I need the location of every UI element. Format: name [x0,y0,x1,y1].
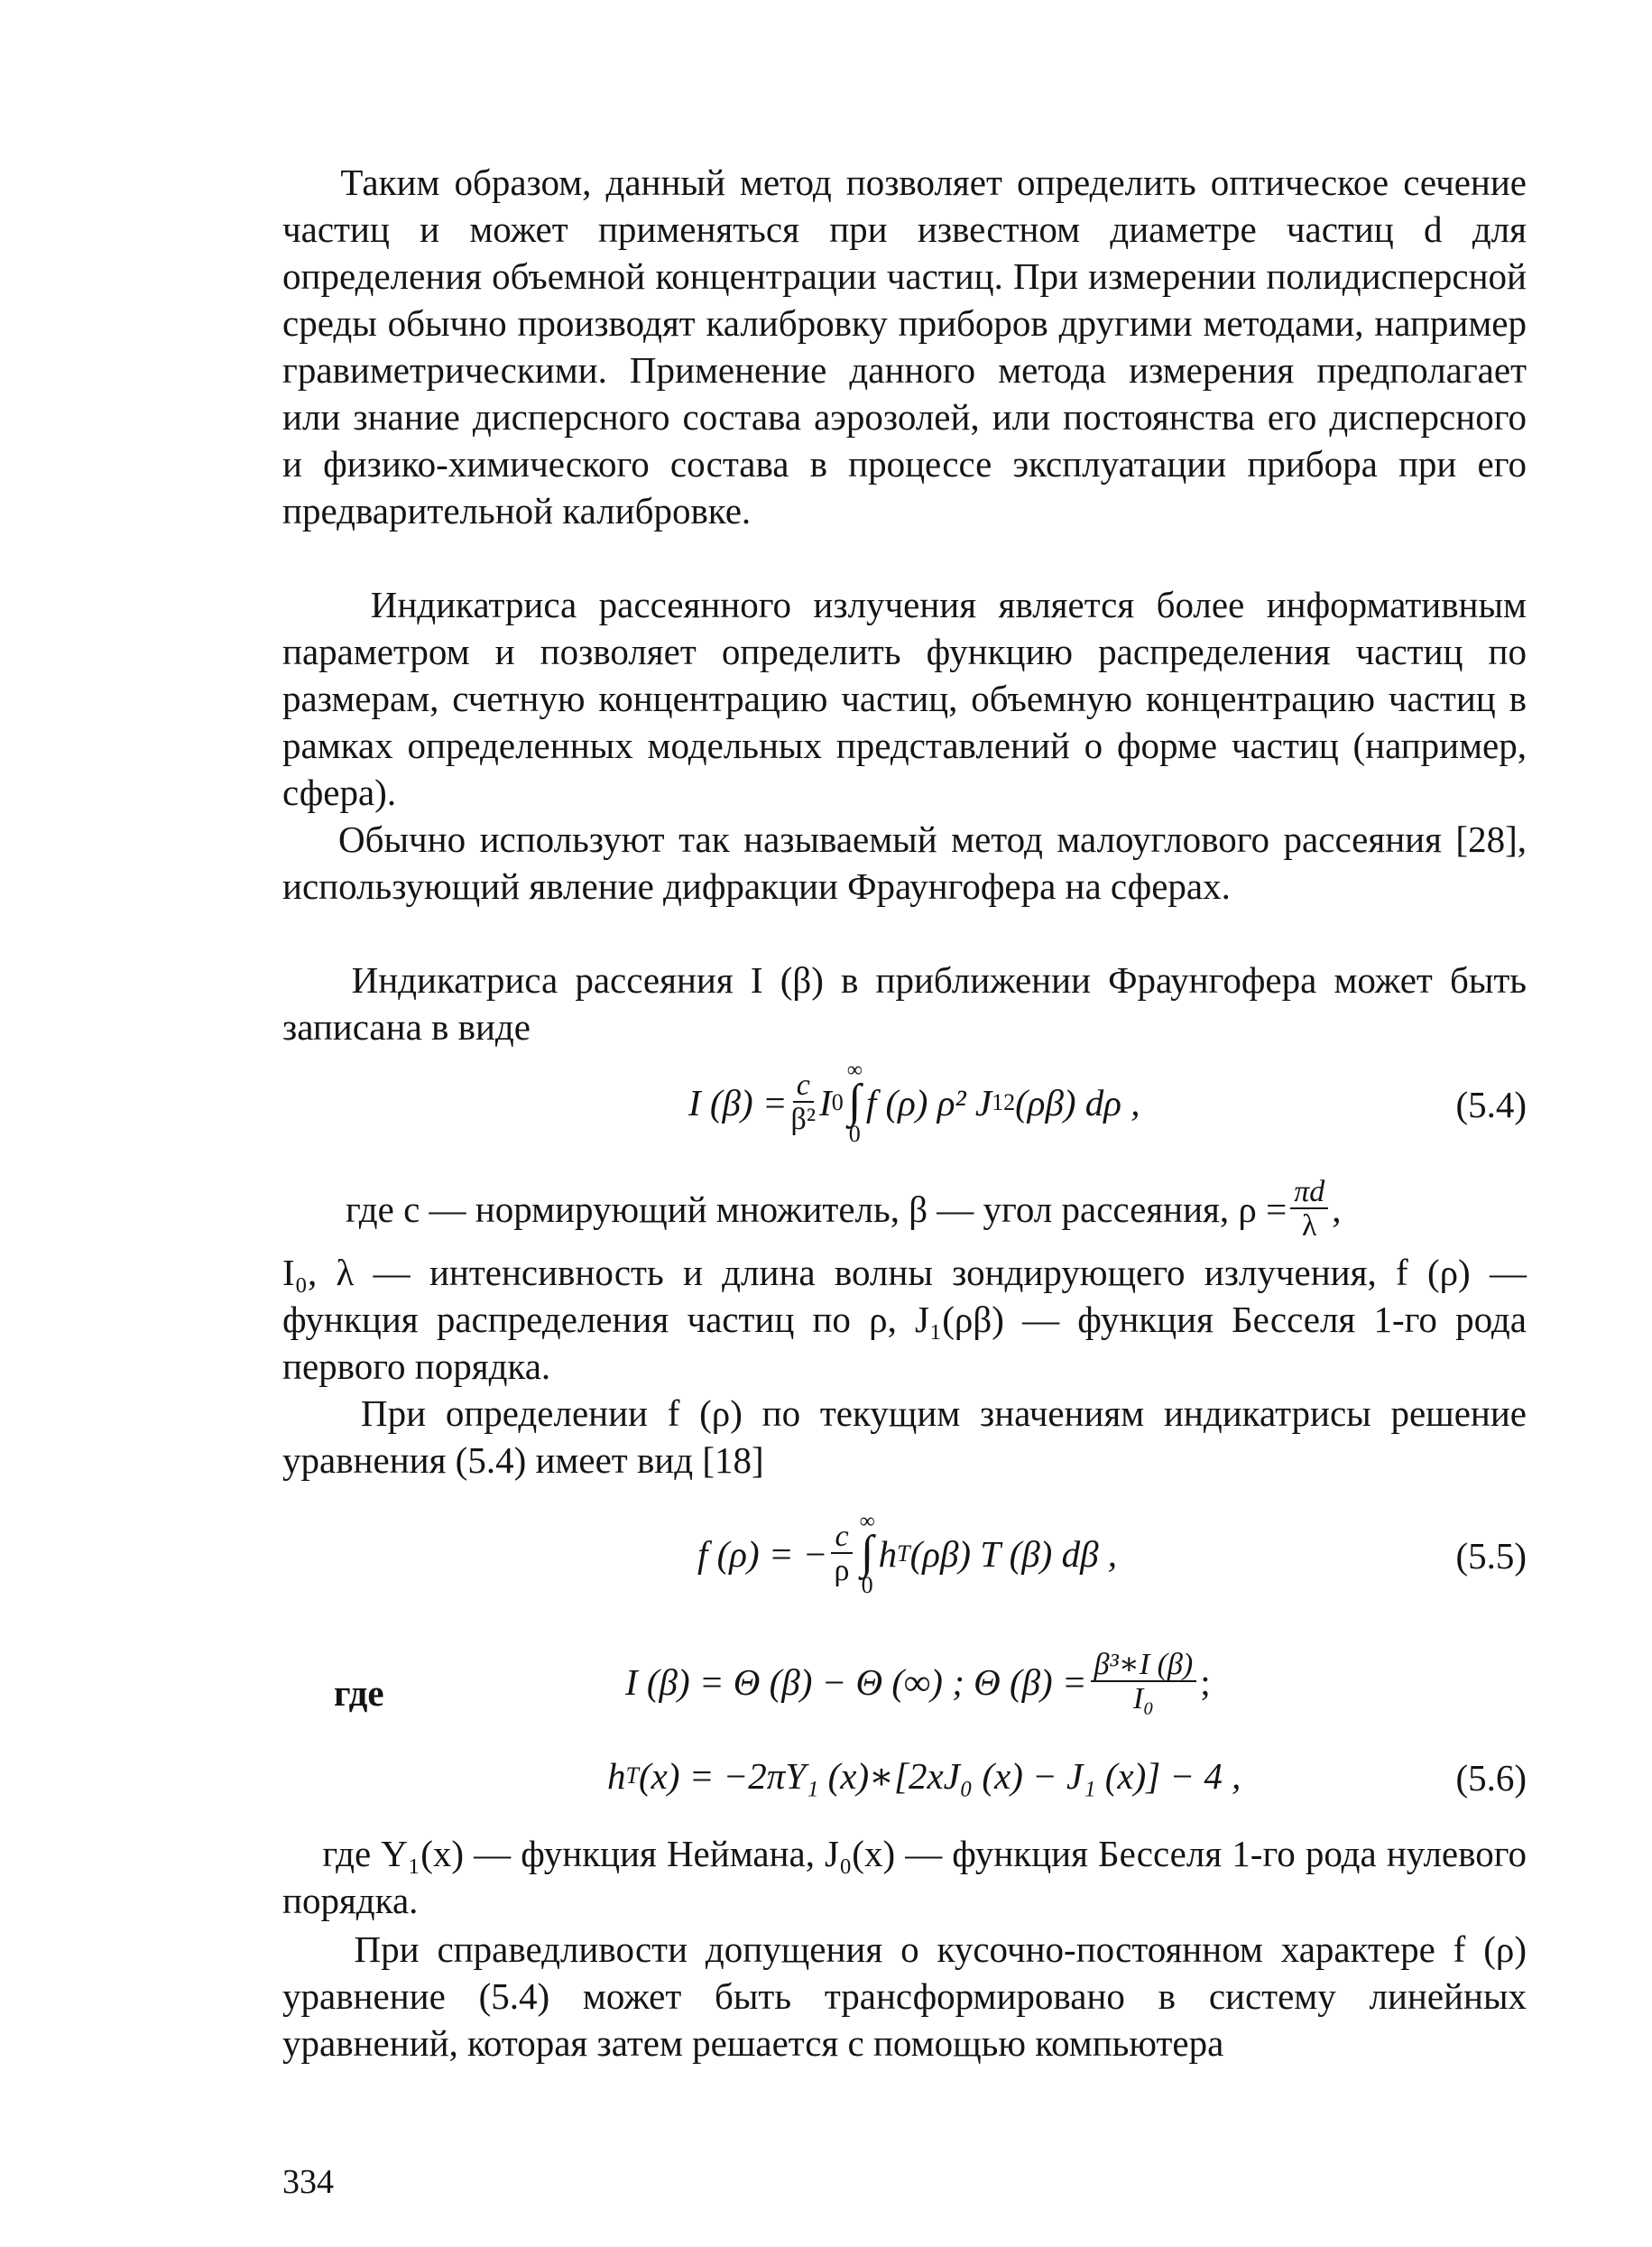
equation-theta: I (β) = Θ (β) − Θ (∞) ; Θ (β) = $\frac{\text{β³∗I (β)}}{\text{I₀}}$ ; [625,1648,1211,1715]
equation-number-5-4: (5.4) [1455,1084,1527,1125]
paragraph-small-angle: Обычно используют так называемый метод малоуглового рассеяния [28], использующий явление дифракции Фраунгофера на сферах. [282,818,1527,907]
eq54-integral: ∞ ∫ 0 [846,1058,863,1148]
paragraph-method: Таким образом, данный метод позволяет определить оптическое сечение частиц и может применяться при известном диаметре частиц d для определения объемной концентрации частиц. При измерении полидисперсной среды обычно производят калибровку приборов другими методами, например гравиметрическими. Применение данного метода измерения предполагает или знание дисперсного состава аэрозолей, или постоянства его дисперсного и физико-химического состава в процессе эксплуатации прибора при его предварительной калибровке. [282,162,1527,532]
page-number: 334 [282,2163,334,2201]
equation-5-4: I (β) = $\frac{c}{\text{β²}}$ I 0 ∞ ∫ 0 f (ρ) ρ² J 1 2 (ρβ) dρ , (5.4) [688,1058,1527,1148]
theta-lhs: I (β) = Θ (β) − Θ (∞) ; Θ (β) = [625,1661,1087,1703]
where-definitions: где c — нормирующий множитель, β — угол рассеяния, ρ = $\frac{\pi d}{\lambda}$ , [346,1175,1342,1243]
where-label: где [334,1672,384,1714]
paragraph-solution: При определении f (ρ) по текущим значениям индикатрисы решение уравнения (5.4) имеет вид [18] [282,1392,1527,1481]
equation-5-5: f (ρ) = − $\frac{c}{\rho}$ ∞ ∫ 0 h T (ρβ) T (β) dβ , (5.5) [697,1509,1527,1599]
paragraph-piecewise: При справедливости допущения о кусочно-постоянном характере f (ρ) уравнение (5.4) может быть трансформировано в систему линейных уравнений, которая затем решается с помощью компьютера [282,1928,1527,2064]
equation-5-6: h T (x) = −2πY₁ (x)∗[2xJ₀ (x) − J₁ (x)] − 4 , (5.6) [607,1755,1527,1799]
paragraph-definitions: I₀, λ — интенсивность и длина волны зондирующего излучения, f (ρ) — функция распределения частиц по ρ, J₁(ρβ) — функция Бесселя 1-го рода первого порядка. [282,1252,1527,1387]
equation-number-5-5: (5.5) [1455,1535,1527,1577]
eq54-fraction: $\frac{c}{\text{β²}}$ [790,1068,817,1136]
eq55-fraction: $\frac{c}{\rho}$ [831,1521,852,1586]
eq54-lhs: I (β) = [688,1082,788,1124]
paragraph-indicatrix: Индикатриса рассеянного излучения является более информативным параметром и позволяет определить функцию распределения частиц по размерам, счетную концентрацию частиц, объемную концентрацию частиц в рамках определенных модельных представлений о форме частиц (например, сфера). [282,584,1527,813]
theta-fraction: $\frac{\text{β³∗I (β)}}{\text{I₀}}$ [1091,1650,1197,1715]
eq55-integral: ∞ ∫ 0 [859,1509,875,1599]
eq55-lhs: f (ρ) = − [697,1533,828,1575]
where-lead: где c — нормирующий множитель, β — угол рассеяния, ρ = [346,1188,1287,1230]
equation-number-5-6: (5.6) [1455,1757,1527,1799]
paragraph-fraunhofer: Индикатриса рассеяния I (β) в приближении Фраунгофера может быть записана в виде [282,959,1527,1048]
paragraph-neumann: где Y₁(x) — функция Неймана, J₀(x) — функция Бесселя 1-го рода нулевого порядка. [282,1833,1527,1921]
rho-fraction: $\frac{\pi d}{\lambda}$ [1290,1177,1328,1242]
